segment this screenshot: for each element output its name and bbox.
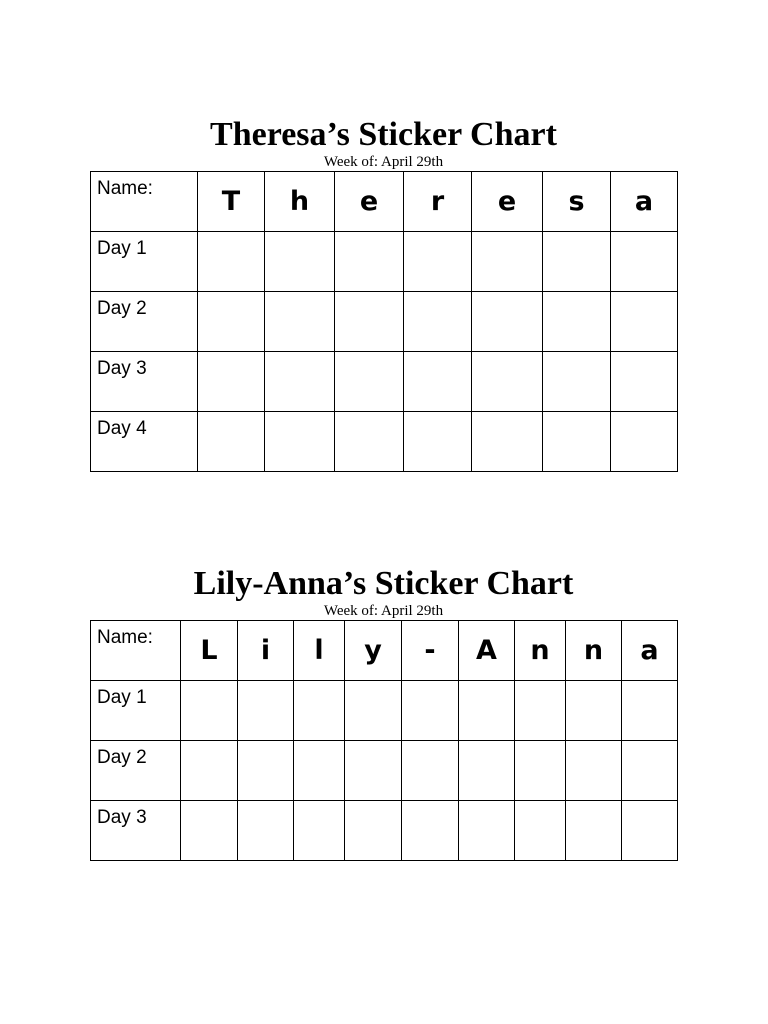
sticker-cell[interactable] xyxy=(265,232,335,292)
sticker-cell[interactable] xyxy=(472,292,543,352)
day-row xyxy=(91,292,678,352)
letter-cell: a xyxy=(622,621,678,681)
sticker-cell[interactable] xyxy=(515,741,566,801)
sticker-table xyxy=(90,171,678,472)
sticker-cell[interactable] xyxy=(198,412,265,472)
day-row xyxy=(91,412,678,472)
sticker-cell[interactable] xyxy=(265,292,335,352)
letter-cell: h xyxy=(265,172,335,232)
sticker-cell[interactable] xyxy=(515,801,566,861)
sticker-cell[interactable] xyxy=(345,801,402,861)
sticker-cell[interactable] xyxy=(566,801,622,861)
sticker-cell[interactable] xyxy=(198,232,265,292)
sticker-cell[interactable] xyxy=(543,232,611,292)
sticker-cell[interactable] xyxy=(294,801,345,861)
sticker-cell[interactable] xyxy=(515,681,566,741)
letter-cell: e xyxy=(472,172,543,232)
sticker-cell[interactable] xyxy=(622,741,678,801)
day-row xyxy=(91,741,678,801)
sticker-cell[interactable] xyxy=(265,352,335,412)
sticker-cell[interactable] xyxy=(459,741,515,801)
letter-cell: y xyxy=(345,621,402,681)
week-label: Week of: April 29th xyxy=(323,154,444,170)
letter-cell: n xyxy=(566,621,622,681)
name-row xyxy=(91,621,678,681)
letter-cell: e xyxy=(335,172,404,232)
letter-cell: l xyxy=(294,621,345,681)
day-row xyxy=(91,232,678,292)
sticker-cell[interactable] xyxy=(402,801,459,861)
sticker-cell[interactable] xyxy=(472,352,543,412)
sticker-cell[interactable] xyxy=(404,232,472,292)
day-label: Day 4 xyxy=(91,412,198,472)
lily-anna-chart xyxy=(90,566,677,861)
sticker-cell[interactable] xyxy=(566,681,622,741)
chart-title: Theresa’s Sticker Chart xyxy=(210,116,557,153)
sticker-cell[interactable] xyxy=(181,681,238,741)
sticker-cell[interactable] xyxy=(404,352,472,412)
letter-cell: n xyxy=(515,621,566,681)
day-label: Day 2 xyxy=(91,741,181,801)
sticker-cell[interactable] xyxy=(181,801,238,861)
sticker-cell[interactable] xyxy=(335,232,404,292)
sticker-cell[interactable] xyxy=(198,292,265,352)
sticker-cell[interactable] xyxy=(566,741,622,801)
day-row xyxy=(91,352,678,412)
letter-cell: a xyxy=(611,172,678,232)
name-label: Name: xyxy=(91,621,181,681)
sticker-cell[interactable] xyxy=(238,681,294,741)
sticker-cell[interactable] xyxy=(294,681,345,741)
sticker-cell[interactable] xyxy=(294,741,345,801)
name-label: Name: xyxy=(91,172,198,232)
chart-title: Lily-Anna’s Sticker Chart xyxy=(193,565,574,602)
sticker-cell[interactable] xyxy=(459,801,515,861)
sticker-cell[interactable] xyxy=(472,412,543,472)
letter-cell: i xyxy=(238,621,294,681)
sticker-cell[interactable] xyxy=(265,412,335,472)
day-label: Day 3 xyxy=(91,801,181,861)
theresa-chart xyxy=(90,117,677,472)
day-label: Day 2 xyxy=(91,292,198,352)
sticker-cell[interactable] xyxy=(611,232,678,292)
name-row xyxy=(91,172,678,232)
sticker-cell[interactable] xyxy=(543,292,611,352)
sticker-cell[interactable] xyxy=(543,412,611,472)
sticker-cell[interactable] xyxy=(622,681,678,741)
day-row xyxy=(91,801,678,861)
sticker-cell[interactable] xyxy=(345,741,402,801)
week-label: Week of: April 29th xyxy=(323,603,444,619)
sticker-cell[interactable] xyxy=(198,352,265,412)
day-label: Day 1 xyxy=(91,232,198,292)
sticker-cell[interactable] xyxy=(402,741,459,801)
sticker-cell[interactable] xyxy=(238,801,294,861)
sticker-cell[interactable] xyxy=(404,412,472,472)
sticker-cell[interactable] xyxy=(543,352,611,412)
letter-cell: s xyxy=(543,172,611,232)
sticker-table xyxy=(90,620,678,861)
sticker-cell[interactable] xyxy=(611,412,678,472)
sticker-cell[interactable] xyxy=(335,292,404,352)
letter-cell: r xyxy=(404,172,472,232)
sticker-cell[interactable] xyxy=(238,741,294,801)
letter-cell: T xyxy=(198,172,265,232)
sticker-cell[interactable] xyxy=(181,741,238,801)
sticker-cell[interactable] xyxy=(611,352,678,412)
sticker-cell[interactable] xyxy=(611,292,678,352)
sticker-cell[interactable] xyxy=(404,292,472,352)
sticker-cell[interactable] xyxy=(622,801,678,861)
letter-cell: - xyxy=(402,621,459,681)
letter-cell: L xyxy=(181,621,238,681)
sticker-cell[interactable] xyxy=(345,681,402,741)
day-label: Day 1 xyxy=(91,681,181,741)
sticker-cell[interactable] xyxy=(459,681,515,741)
day-row xyxy=(91,681,678,741)
sticker-cell[interactable] xyxy=(472,232,543,292)
letter-cell: A xyxy=(459,621,515,681)
sticker-cell[interactable] xyxy=(335,352,404,412)
sticker-cell[interactable] xyxy=(402,681,459,741)
day-label: Day 3 xyxy=(91,352,198,412)
sticker-cell[interactable] xyxy=(335,412,404,472)
